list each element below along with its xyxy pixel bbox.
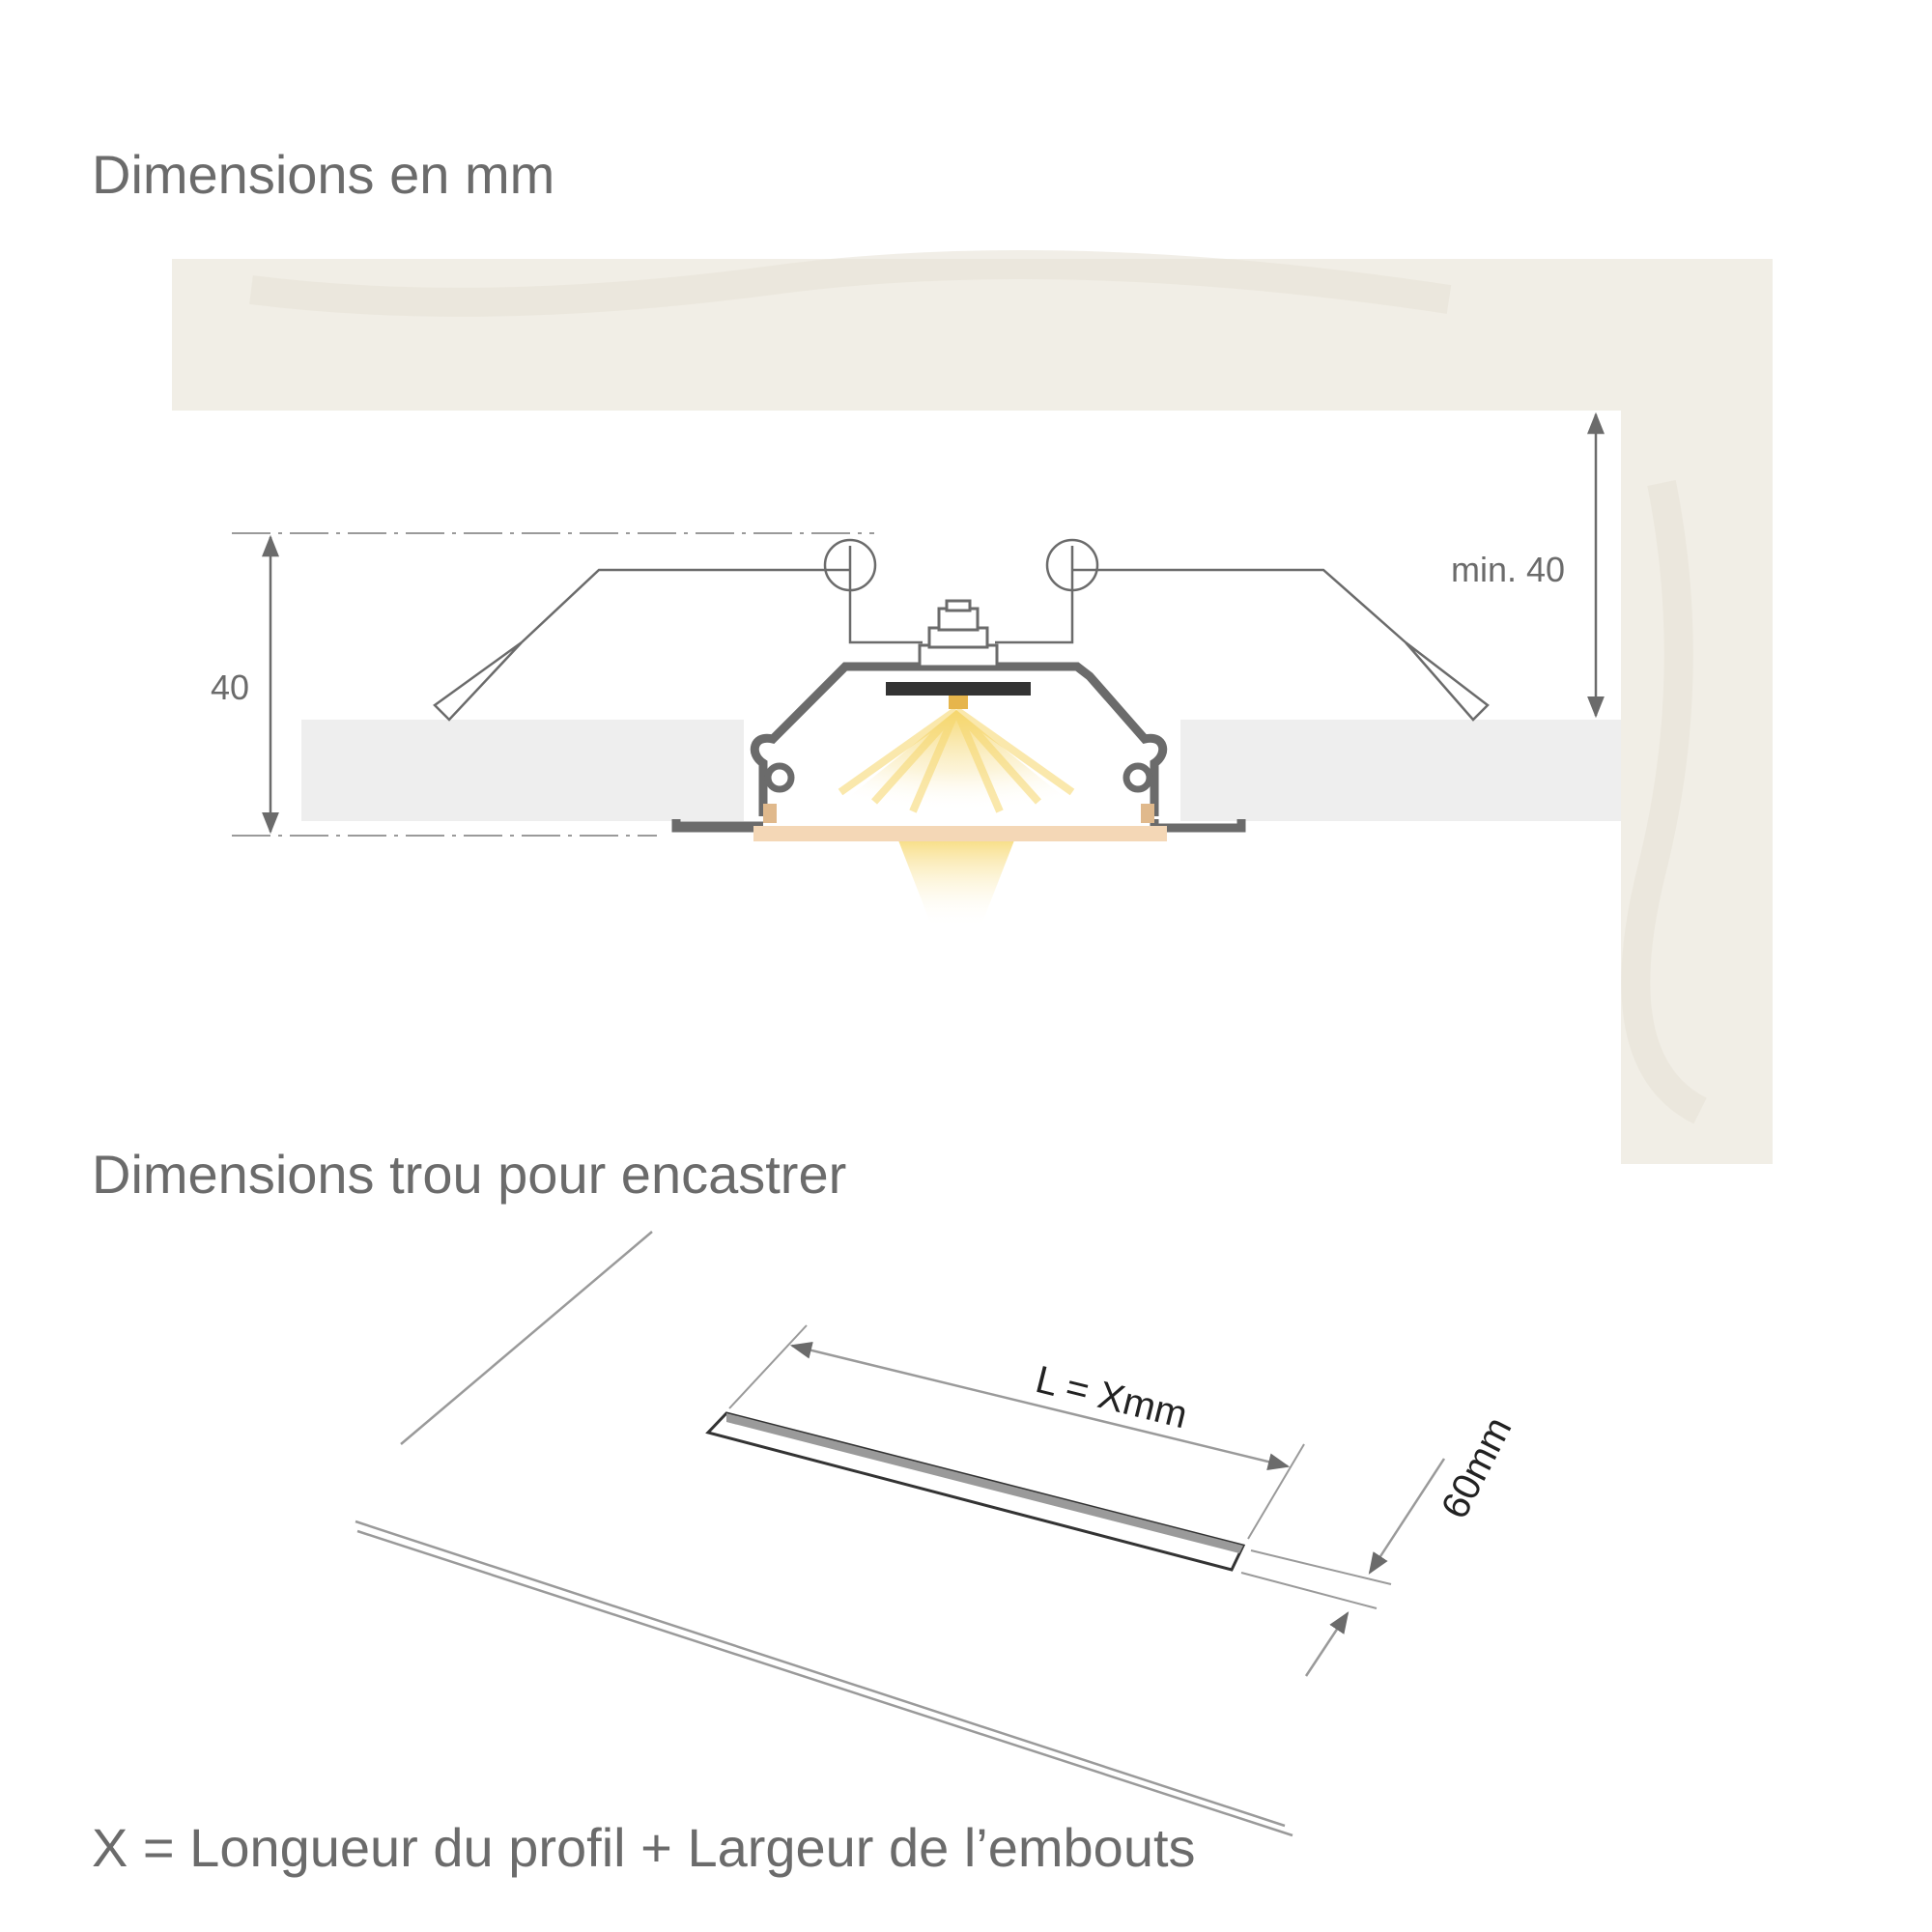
mounting-bracket bbox=[920, 601, 997, 667]
width-extension-top bbox=[1251, 1550, 1391, 1584]
light-beam bbox=[831, 710, 1082, 927]
length-extension-left bbox=[729, 1325, 807, 1408]
clearance-dimension-label: min. 40 bbox=[1451, 550, 1566, 589]
length-formula: X = Longueur du profil + Largeur de l’embouts bbox=[92, 1817, 1196, 1878]
section-title-cutout: Dimensions trou pour encastrer bbox=[92, 1144, 847, 1205]
led-chip bbox=[949, 696, 968, 709]
width-dimension-label: 60mm bbox=[1433, 1410, 1520, 1526]
led-strip bbox=[886, 682, 1031, 696]
surface-edge-front-1 bbox=[355, 1521, 1285, 1826]
ceiling-panel-left bbox=[301, 720, 744, 821]
surface-edge-back bbox=[401, 1232, 652, 1444]
diffuser bbox=[753, 826, 1167, 841]
height-dimension-label: 40 bbox=[211, 668, 250, 707]
spring-clip-right bbox=[995, 540, 1488, 720]
ceiling-slab bbox=[172, 259, 1773, 1164]
surface-edge-front-2 bbox=[357, 1531, 1293, 1835]
width-extension-bottom bbox=[1241, 1573, 1377, 1608]
width-dimension-arrow-bottom bbox=[1306, 1613, 1348, 1676]
section-title-dimensions: Dimensions en mm bbox=[92, 144, 555, 205]
width-dimension-arrow-top bbox=[1370, 1459, 1444, 1573]
spring-clip-left bbox=[435, 540, 923, 720]
length-dimension-label: L = Xmm bbox=[1031, 1358, 1192, 1437]
ceiling-panel-right bbox=[1180, 720, 1621, 821]
